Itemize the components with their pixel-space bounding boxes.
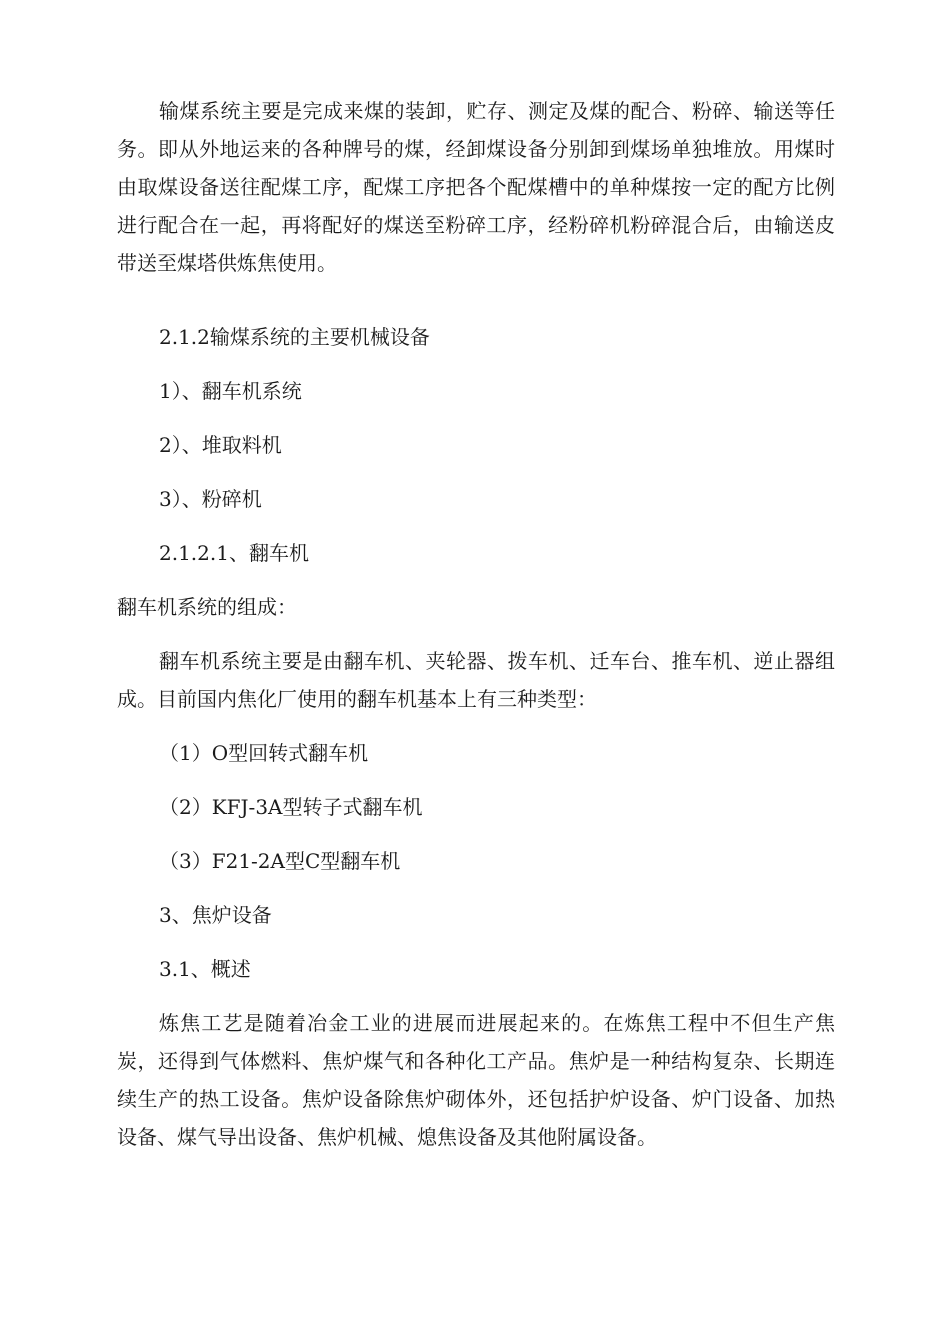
paragraph-tipper-system: 翻车机系统主要是由翻车机、夹轮器、拨车机、迁车台、推车机、逆止器组成。目前国内焦化厂使用的翻车机基本上有三种类型： xyxy=(117,649,835,711)
heading-3: 3、焦炉设备 xyxy=(159,903,272,927)
list-item-1: 1）、翻车机系统 xyxy=(159,379,302,403)
heading-2-1-2: 2.1.2输煤系统的主要机械设备 xyxy=(159,325,430,349)
list-item-3: 3）、粉碎机 xyxy=(159,487,262,511)
tipper-type-3: （3）F21-2A型C型翻车机 xyxy=(159,849,401,873)
paragraph-coal-system: 输煤系统主要是完成来煤的装卸，贮存、测定及煤的配合、粉碎、输送等任务。即从外地运来的各种牌号的煤，经卸煤设备分别卸到煤场单独堆放。用煤时由取煤设备送往配煤工序，配煤工序把各个配煤槽中的单种煤按一定的配方比例进行配合在一起，再将配好的煤送至粉碎工序，经粉碎机粉碎混合后，由输送皮带送至煤塔供炼焦使用。 xyxy=(117,99,835,275)
paragraph-coking-overview: 炼焦工艺是随着冶金工业的进展而进展起来的。在炼焦工程中不但生产焦炭，还得到气体燃料、焦炉煤气和各种化工产品。焦炉是一种结构复杂、长期连续生产的热工设备。焦炉设备除焦炉砌体外，还包括护炉设备、炉门设备、加热设备、煤气导出设备、焦炉机械、熄焦设备及其他附属设备。 xyxy=(117,1011,835,1149)
list-item-2: 2）、堆取料机 xyxy=(159,433,282,457)
tipper-type-1: （1）O型回转式翻车机 xyxy=(159,741,369,765)
tipper-type-2: （2）KFJ-3A型转子式翻车机 xyxy=(159,795,423,819)
heading-3-1: 3.1、概述 xyxy=(159,957,251,981)
heading-2-1-2-1: 2.1.2.1、翻车机 xyxy=(159,541,309,565)
label-composition: 翻车机系统的组成： xyxy=(117,595,297,619)
